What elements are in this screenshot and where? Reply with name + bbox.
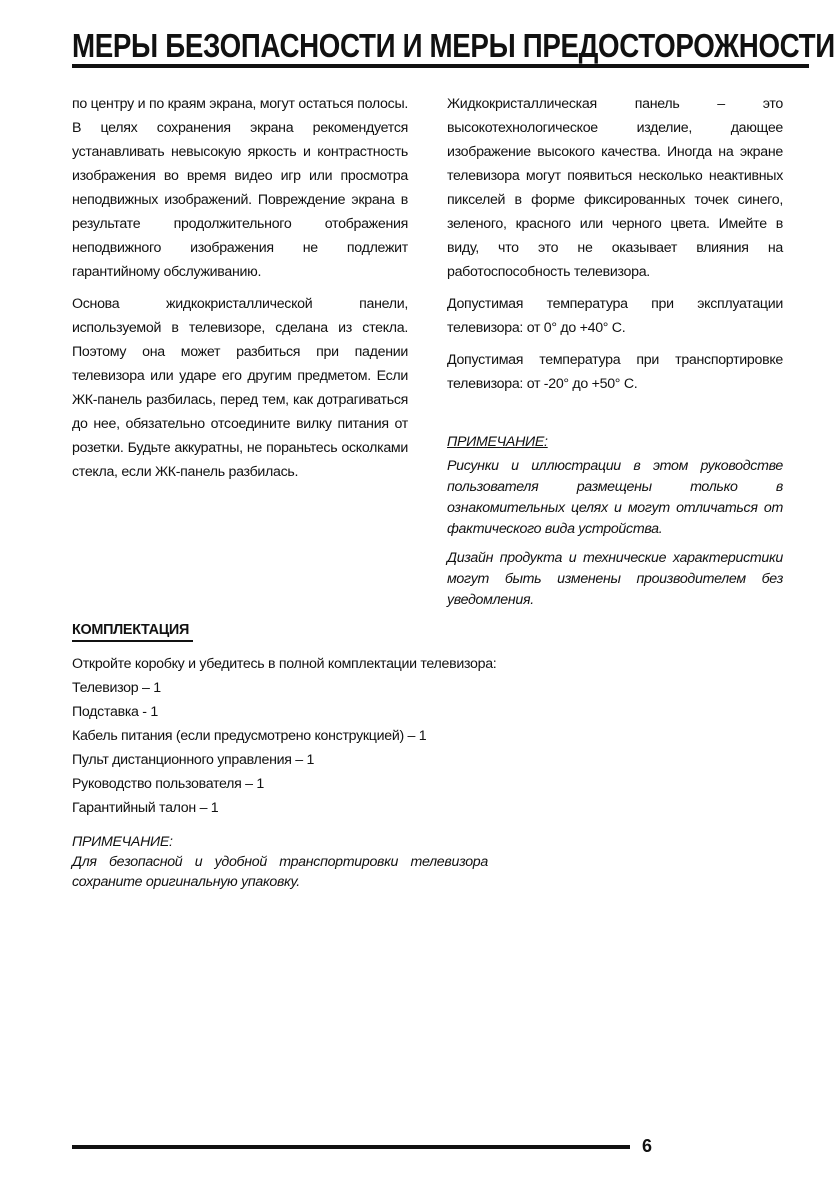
title-divider: [72, 64, 809, 68]
page-number: 6: [642, 1136, 653, 1156]
kit-heading: КОМПЛЕКТАЦИЯ: [72, 620, 193, 642]
paragraph-glass-panel: Основа жидкокристаллической панели, используемой в телевизоре, сделана из стекла. Поэтому она может разбиться при падении телевизора или ударе его другим предметом. Если ЖК-панель разбилась, перед тем, как дотрагиваться до нее, обязательно отсоедините вилку питания от розетки. Будьте аккуратны, не пораньтесь осколками стекла, если ЖК-панель разбилась.: [72, 296, 408, 480]
kit-item-tv: Телевизор – 1: [72, 680, 161, 696]
kit-section: [72, 620, 772, 892]
kit-note-text: Для безопасной и удобной транспортировки телевизора сохраните оригинальную упаковку.: [72, 854, 488, 890]
note-text-design-changes: Дизайн продукта и технические характеристики могут быть изменены производителем без уведомления.: [447, 550, 783, 608]
kit-intro: Откройте коробку и убедитесь в полной комплектации телевизора:: [72, 656, 497, 672]
kit-item-manual: Руководство пользователя – 1: [72, 776, 264, 792]
kit-note: [72, 832, 772, 892]
kit-item-stand: Подставка - 1: [72, 704, 158, 720]
kit-item-warranty: Гарантийный талон – 1: [72, 800, 219, 816]
paragraph-operating-temperature: Допустимая температура при эксплуатации телевизора: от 0° до +40° С.: [447, 296, 783, 336]
paragraph-lcd-pixels: Жидкокристаллическая панель – это высокотехнологическое изделие, дающее изображение высокого качества. Иногда на экране телевизора могут появиться несколько неактивных пикселей в форме фиксированных точек синего, зеленого, красного или черного цвета. Имейте в виду, что это не оказывает влияния на работоспособность телевизора.: [447, 96, 783, 280]
paragraph-image-retention: по центру и по краям экрана, могут остаться полосы. В целях сохранения экрана рекомендуется устанавливать невысокую яркость и контрастность изображения во время видео игр или просмотра неподвижных изображений. Повреждение экрана в результате продолжительного отображения неподвижного изображения не подлежит гарантийному обслуживанию.: [72, 96, 408, 280]
note-text-illustrations: Рисунки и иллюстрации в этом руководстве пользователя размещены только в ознакомительных целях и могут отличаться от фактического вида устройства.: [447, 458, 783, 537]
right-column: [447, 92, 783, 619]
note-label: ПРИМЕЧАНИЕ:: [447, 434, 548, 450]
note-block: [447, 430, 783, 611]
kit-item-power-cable: Кабель питания (если предусмотрено конструкцией) – 1: [72, 728, 427, 744]
page-title: МЕРЫ БЕЗОПАСНОСТИ И МЕРЫ ПРЕДОСТОРОЖНОСТИ: [72, 27, 835, 64]
paragraph-transport-temperature: Допустимая температура при транспортировке телевизора: от -20° до +50° С.: [447, 352, 783, 392]
footer-divider: [72, 1145, 630, 1149]
kit-item-remote: Пульт дистанционного управления – 1: [72, 752, 315, 768]
left-column: [72, 92, 408, 492]
kit-list: [72, 676, 772, 820]
kit-note-label: ПРИМЕЧАНИЕ:: [72, 834, 173, 850]
